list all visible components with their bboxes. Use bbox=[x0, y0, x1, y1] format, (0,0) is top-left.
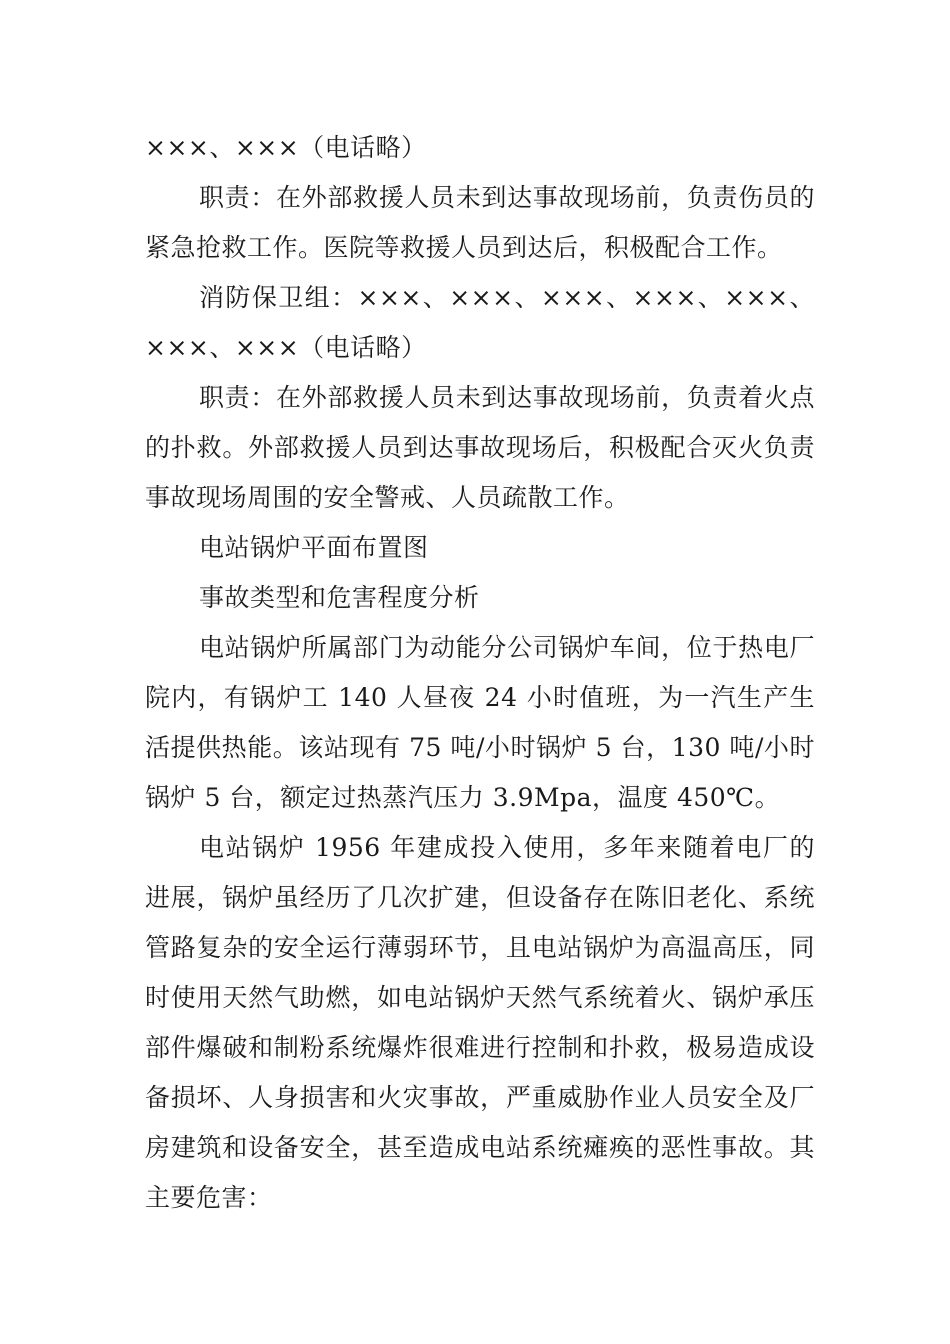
paragraph-fire-security-duty: 职责：在外部救援人员未到达事故现场前，负责着火点的扑救。外部救援人员到达事故现场后，积极配合灭火负责事故现场周围的安全警戒、人员疏散工作。 bbox=[145, 383, 815, 512]
paragraph-boiler-overview: 电站锅炉所属部门为动能分公司锅炉车间，位于热电厂院内，有锅炉工 140 人昼夜 24 小时值班，为一汽生产生活提供热能。该站现有 75 吨/小时锅炉 5 台，130 吨/小时锅炉 5 台，额定过热蒸汽压力 3.9Mpa，温度 450℃。 bbox=[145, 633, 815, 812]
paragraph-medical-duty: 职责：在外部救援人员未到达事故现场前，负责伤员的紧急抢救工作。医院等救援人员到达后，积极配合工作。 bbox=[145, 183, 815, 262]
heading-accident-analysis: 事故类型和危害程度分析 bbox=[199, 583, 480, 612]
paragraph-fire-security-group: 消防保卫组：×××、×××、×××、×××、×××、×××、×××（电话略） bbox=[145, 283, 815, 362]
paragraph-boiler-hazards: 电站锅炉 1956 年建成投入使用，多年来随着电厂的进展，锅炉虽经历了几次扩建，但设备存在陈旧老化、系统管路复杂的安全运行薄弱环节，且电站锅炉为高温高压，同时使用天然气助燃，如电站锅炉天然气系统着火、锅炉承压部件爆破和制粉系统爆炸很难进行控制和扑救，极易造成设备损坏、人身损害和火灾事故，严重威胁作业人员安全及厂房建筑和设备安全，甚至造成电站系统瘫痪的恶性事故。其主要危害： bbox=[145, 833, 815, 1212]
document-body bbox=[145, 123, 815, 1223]
paragraph-contacts-medical: ×××、×××（电话略） bbox=[145, 133, 427, 162]
heading-boiler-layout: 电站锅炉平面布置图 bbox=[199, 533, 429, 562]
